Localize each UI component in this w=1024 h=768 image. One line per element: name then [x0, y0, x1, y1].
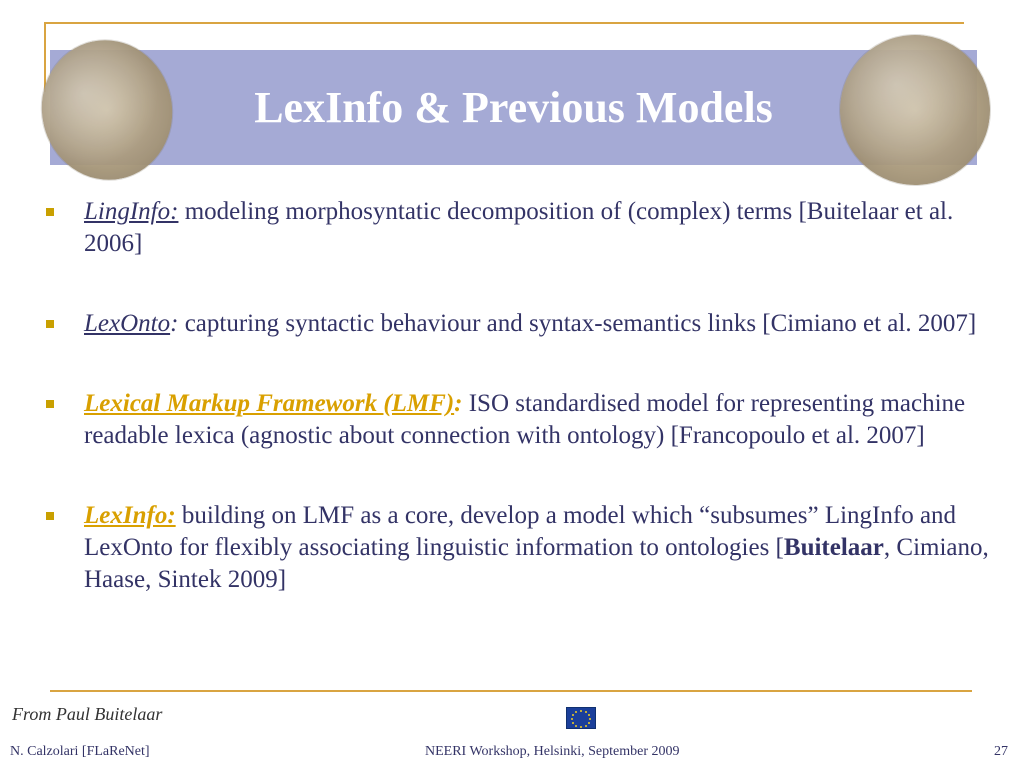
eu-star-icon: [572, 714, 574, 716]
bullet-lmf: [44, 388, 994, 452]
bullet-label-suffix: :: [170, 310, 179, 337]
slide-title: LexInfo & Previous Models: [254, 83, 773, 132]
bullet-marker-icon: [46, 400, 54, 408]
eu-star-icon: [572, 722, 574, 724]
bullet-label: LexInfo:: [84, 502, 176, 529]
bullet-text: ISO standardised model for representing machine readable lexica (agnostic about connection with ontology) [Francopoulo et al. 2007]: [84, 390, 966, 449]
bullet-text: modeling morphosyntatic decomposition of (complex) terms [Buitelaar et al. 2006]: [84, 198, 954, 257]
bullet-list: [44, 196, 994, 596]
bullet-text-end: , Cimiano, Haase, Sintek 2009]: [84, 534, 989, 593]
eu-star-icon: [580, 726, 582, 728]
bullet-label: LexOnto: [84, 310, 171, 337]
bullet-linginfo: [44, 196, 994, 260]
bullet-marker-icon: [46, 320, 54, 328]
eu-star-icon: [580, 710, 582, 712]
eu-star-icon: [571, 718, 573, 720]
footer-gold-rule: [50, 690, 972, 692]
bullet-label: Lexical Markup Framework (LMF): [84, 390, 455, 417]
bullet-label-suffix: :: [454, 390, 463, 417]
bullet-marker-icon: [46, 512, 54, 520]
eu-star-icon: [589, 718, 591, 720]
eu-star-icon: [588, 714, 590, 716]
eu-star-icon: [575, 725, 577, 727]
bullet-text: building on LMF as a core, develop a model which “subsumes” LingInfo and LexOnto for flexibly associating linguistic information to ontologies [: [84, 502, 957, 561]
credit-text: From Paul Buitelaar: [12, 704, 163, 724]
header-gold-top-rule: [44, 22, 964, 24]
bullet-lexonto: [44, 308, 994, 340]
bullet-text: capturing syntactic behaviour and syntax-semantics links [Cimiano et al. 2007]: [178, 310, 977, 337]
page-number: 27: [994, 744, 1008, 759]
bullet-lexinfo: [44, 500, 994, 596]
footer-author: N. Calzolari [FLaReNet]: [10, 744, 150, 759]
eu-star-icon: [575, 711, 577, 713]
eu-flag-icon: [566, 707, 596, 729]
bullet-bold-author: Buitelaar: [783, 534, 884, 561]
bullet-marker-icon: [46, 208, 54, 216]
eu-star-icon: [588, 722, 590, 724]
bullet-label: LingInfo:: [84, 198, 179, 225]
eu-star-icon: [585, 711, 587, 713]
eu-star-icon: [585, 725, 587, 727]
footer-event: NEERI Workshop, Helsinki, September 2009: [425, 744, 680, 759]
